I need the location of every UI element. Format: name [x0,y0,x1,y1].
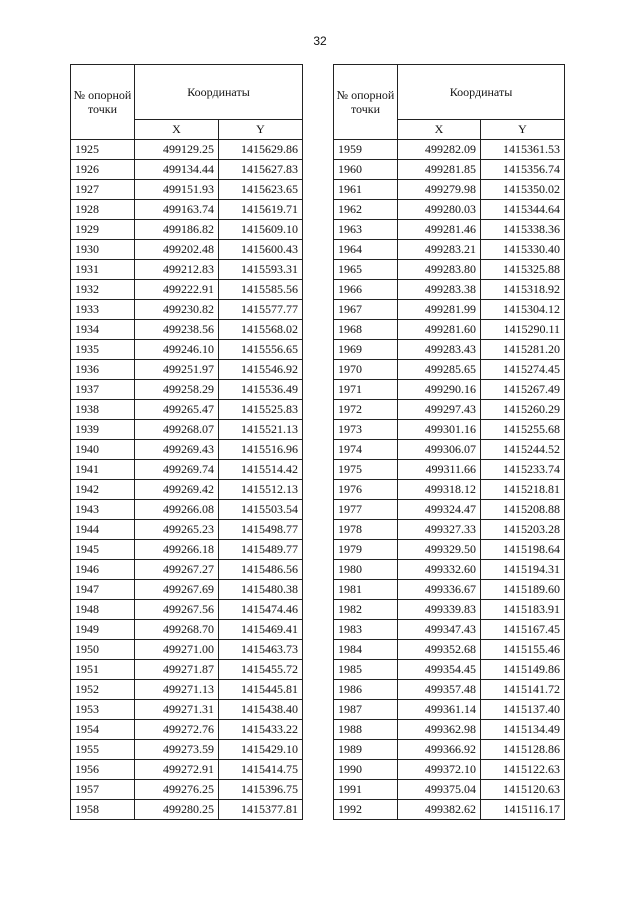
point-number-header: № опорной точки [71,65,135,140]
coord-y: 1415486.56 [219,560,303,580]
table-row [334,220,565,240]
point-number: 1942 [71,480,135,500]
y-header: Y [219,120,303,140]
coord-x: 499267.69 [135,580,219,600]
coord-x: 499281.46 [398,220,481,240]
point-number: 1932 [71,280,135,300]
table-row [71,260,303,280]
table-row [334,380,565,400]
table-row [71,380,303,400]
point-number: 1948 [71,600,135,620]
point-number: 1980 [334,560,398,580]
coord-y: 1415361.53 [481,140,565,160]
table-row [334,680,565,700]
point-number: 1936 [71,360,135,380]
coord-y: 1415155.46 [481,640,565,660]
coord-x: 499283.21 [398,240,481,260]
coord-x: 499186.82 [135,220,219,240]
coord-x: 499269.43 [135,440,219,460]
coord-x: 499339.83 [398,600,481,620]
coord-y: 1415183.91 [481,600,565,620]
coord-x: 499269.42 [135,480,219,500]
coord-x: 499306.07 [398,440,481,460]
table-row [71,740,303,760]
coord-x: 499268.70 [135,620,219,640]
coord-y: 1415619.71 [219,200,303,220]
coord-y: 1415338.36 [481,220,565,240]
table-row [334,600,565,620]
table-row [71,660,303,680]
coord-x: 499212.83 [135,260,219,280]
point-number: 1925 [71,140,135,160]
coord-y: 1415267.49 [481,380,565,400]
table-body [334,140,565,820]
x-header: X [135,120,219,140]
coord-y: 1415260.29 [481,400,565,420]
point-number: 1962 [334,200,398,220]
point-number: 1949 [71,620,135,640]
point-number: 1961 [334,180,398,200]
coord-y: 1415536.49 [219,380,303,400]
point-number: 1954 [71,720,135,740]
coord-x: 499267.56 [135,600,219,620]
coord-x: 499283.80 [398,260,481,280]
point-number: 1939 [71,420,135,440]
y-header: Y [481,120,565,140]
coord-x: 499281.85 [398,160,481,180]
coord-y: 1415134.49 [481,720,565,740]
coord-x: 499271.00 [135,640,219,660]
table-row [334,300,565,320]
coord-x: 499271.87 [135,660,219,680]
coord-y: 1415122.63 [481,760,565,780]
table-row [334,140,565,160]
coord-x: 499362.98 [398,720,481,740]
coord-x: 499281.99 [398,300,481,320]
point-number: 1983 [334,620,398,640]
table-row [71,720,303,740]
coordinates-table-right [333,64,565,820]
coord-x: 499324.47 [398,500,481,520]
table-row [71,180,303,200]
coord-y: 1415474.46 [219,600,303,620]
table-row [334,740,565,760]
coord-y: 1415318.92 [481,280,565,300]
coord-x: 499332.60 [398,560,481,580]
point-number: 1979 [334,540,398,560]
point-number: 1934 [71,320,135,340]
table-row [71,440,303,460]
point-number: 1937 [71,380,135,400]
table-row [71,220,303,240]
point-number: 1978 [334,520,398,540]
point-number: 1929 [71,220,135,240]
point-number: 1967 [334,300,398,320]
point-number: 1981 [334,580,398,600]
coord-y: 1415546.92 [219,360,303,380]
coord-y: 1415568.02 [219,320,303,340]
table-row [71,400,303,420]
table-row [334,580,565,600]
table-row [334,540,565,560]
table-row [334,440,565,460]
table-row [334,240,565,260]
point-number: 1963 [334,220,398,240]
coord-x: 499361.14 [398,700,481,720]
table-row [334,460,565,480]
coord-y: 1415377.81 [219,800,303,820]
table-row [71,140,303,160]
point-number: 1955 [71,740,135,760]
coord-x: 499352.68 [398,640,481,660]
coord-x: 499285.65 [398,360,481,380]
coordinates-header: Координаты [135,65,303,120]
table-row [334,200,565,220]
coord-x: 499272.76 [135,720,219,740]
coord-x: 499279.98 [398,180,481,200]
point-number: 1989 [334,740,398,760]
coord-x: 499366.92 [398,740,481,760]
coord-y: 1415629.86 [219,140,303,160]
coord-x: 499280.25 [135,800,219,820]
table-row [334,780,565,800]
point-number: 1950 [71,640,135,660]
point-number: 1957 [71,780,135,800]
point-number: 1977 [334,500,398,520]
coord-x: 499271.31 [135,700,219,720]
coord-x: 499272.91 [135,760,219,780]
point-number: 1941 [71,460,135,480]
coord-y: 1415218.81 [481,480,565,500]
coord-y: 1415274.45 [481,360,565,380]
table-row [334,560,565,580]
point-number: 1974 [334,440,398,460]
table-row [334,340,565,360]
coord-y: 1415330.40 [481,240,565,260]
coord-x: 499318.12 [398,480,481,500]
point-number: 1992 [334,800,398,820]
coord-y: 1415498.77 [219,520,303,540]
coord-x: 499266.18 [135,540,219,560]
coord-x: 499282.09 [398,140,481,160]
point-number: 1991 [334,780,398,800]
coord-x: 499202.48 [135,240,219,260]
table-row [71,580,303,600]
coord-y: 1415396.75 [219,780,303,800]
table-row [334,500,565,520]
coord-x: 499301.16 [398,420,481,440]
coord-y: 1415438.40 [219,700,303,720]
point-number: 1927 [71,180,135,200]
coord-x: 499265.23 [135,520,219,540]
coord-y: 1415433.22 [219,720,303,740]
table-row [334,760,565,780]
coord-x: 499357.48 [398,680,481,700]
point-number: 1943 [71,500,135,520]
coord-x: 499382.62 [398,800,481,820]
coord-y: 1415585.56 [219,280,303,300]
table-row [71,160,303,180]
point-number: 1940 [71,440,135,460]
point-number: 1968 [334,320,398,340]
coord-x: 499268.07 [135,420,219,440]
table-row [71,560,303,580]
coord-y: 1415149.86 [481,660,565,680]
table-row [71,700,303,720]
point-number: 1970 [334,360,398,380]
table-body [71,140,303,820]
point-number: 1931 [71,260,135,280]
coord-x: 499230.82 [135,300,219,320]
table-row [334,620,565,640]
coord-x: 499151.93 [135,180,219,200]
coord-y: 1415445.81 [219,680,303,700]
coord-y: 1415344.64 [481,200,565,220]
coord-x: 499311.66 [398,460,481,480]
coordinates-header: Координаты [398,65,565,120]
coord-x: 499238.56 [135,320,219,340]
point-number: 1930 [71,240,135,260]
coord-x: 499251.97 [135,360,219,380]
coord-x: 499354.45 [398,660,481,680]
point-number: 1982 [334,600,398,620]
table-row [71,520,303,540]
point-number: 1975 [334,460,398,480]
table-row [334,360,565,380]
coord-x: 499269.74 [135,460,219,480]
point-number: 1933 [71,300,135,320]
point-number: 1947 [71,580,135,600]
coord-x: 499163.74 [135,200,219,220]
point-number: 1988 [334,720,398,740]
coord-x: 499372.10 [398,760,481,780]
coord-y: 1415281.20 [481,340,565,360]
table-row [334,260,565,280]
point-number: 1945 [71,540,135,560]
coord-x: 499283.43 [398,340,481,360]
coord-y: 1415198.64 [481,540,565,560]
coord-x: 499297.43 [398,400,481,420]
coord-y: 1415350.02 [481,180,565,200]
coord-x: 499347.43 [398,620,481,640]
table-row [334,400,565,420]
coord-y: 1415516.96 [219,440,303,460]
coord-y: 1415600.43 [219,240,303,260]
point-number: 1956 [71,760,135,780]
table-row [334,640,565,660]
coord-y: 1415244.52 [481,440,565,460]
table-row [71,680,303,700]
table-row [334,320,565,340]
table-row [71,640,303,660]
table-row [71,200,303,220]
coord-x: 499222.91 [135,280,219,300]
coord-y: 1415514.42 [219,460,303,480]
point-number: 1971 [334,380,398,400]
coord-y: 1415480.38 [219,580,303,600]
table-row [71,320,303,340]
table-row [71,240,303,260]
coord-y: 1415116.17 [481,800,565,820]
coord-y: 1415512.13 [219,480,303,500]
coord-y: 1415503.54 [219,500,303,520]
point-number: 1951 [71,660,135,680]
point-number-header: № опорной точки [334,65,398,140]
coord-y: 1415455.72 [219,660,303,680]
table-row [334,420,565,440]
table-row [71,480,303,500]
point-number: 1987 [334,700,398,720]
coord-y: 1415609.10 [219,220,303,240]
coord-x: 499336.67 [398,580,481,600]
coord-y: 1415141.72 [481,680,565,700]
point-number: 1960 [334,160,398,180]
coord-y: 1415556.65 [219,340,303,360]
point-number: 1952 [71,680,135,700]
coord-y: 1415137.40 [481,700,565,720]
coord-x: 499134.44 [135,160,219,180]
table-row [334,480,565,500]
point-number: 1944 [71,520,135,540]
x-header: X [398,120,481,140]
point-number: 1972 [334,400,398,420]
point-number: 1990 [334,760,398,780]
coord-y: 1415233.74 [481,460,565,480]
table-row [71,540,303,560]
coord-y: 1415194.31 [481,560,565,580]
coord-y: 1415521.13 [219,420,303,440]
table-row [334,660,565,680]
table-row [71,760,303,780]
point-number: 1953 [71,700,135,720]
coord-x: 499283.38 [398,280,481,300]
coord-x: 499265.47 [135,400,219,420]
coord-x: 499375.04 [398,780,481,800]
point-number: 1966 [334,280,398,300]
point-number: 1958 [71,800,135,820]
point-number: 1946 [71,560,135,580]
table-row [71,360,303,380]
coord-y: 1415577.77 [219,300,303,320]
point-number: 1986 [334,680,398,700]
coord-x: 499273.59 [135,740,219,760]
point-number: 1984 [334,640,398,660]
table-row [334,800,565,820]
coord-y: 1415203.28 [481,520,565,540]
coord-x: 499129.25 [135,140,219,160]
table-row [71,800,303,820]
coord-y: 1415463.73 [219,640,303,660]
point-number: 1976 [334,480,398,500]
coord-y: 1415593.31 [219,260,303,280]
coord-y: 1415167.45 [481,620,565,640]
table-row [71,600,303,620]
coord-y: 1415356.74 [481,160,565,180]
coord-y: 1415255.68 [481,420,565,440]
coord-x: 499280.03 [398,200,481,220]
coord-y: 1415325.88 [481,260,565,280]
coord-x: 499266.08 [135,500,219,520]
point-number: 1964 [334,240,398,260]
coord-y: 1415623.65 [219,180,303,200]
coord-x: 499290.16 [398,380,481,400]
point-number: 1935 [71,340,135,360]
point-number: 1965 [334,260,398,280]
coord-y: 1415120.63 [481,780,565,800]
table-row [71,460,303,480]
table-row [334,280,565,300]
table-row [71,300,303,320]
coord-y: 1415208.88 [481,500,565,520]
point-number: 1969 [334,340,398,360]
table-row [334,720,565,740]
coord-x: 499267.27 [135,560,219,580]
point-number: 1928 [71,200,135,220]
coord-x: 499327.33 [398,520,481,540]
point-number: 1938 [71,400,135,420]
point-number: 1926 [71,160,135,180]
coord-x: 499281.60 [398,320,481,340]
coord-y: 1415304.12 [481,300,565,320]
coord-y: 1415469.41 [219,620,303,640]
table-row [71,420,303,440]
table-row [334,180,565,200]
table-row [71,780,303,800]
coord-y: 1415489.77 [219,540,303,560]
table-row [334,700,565,720]
table-row [334,160,565,180]
coord-y: 1415627.83 [219,160,303,180]
coord-y: 1415189.60 [481,580,565,600]
table-row [71,280,303,300]
coord-y: 1415128.86 [481,740,565,760]
coord-y: 1415290.11 [481,320,565,340]
coord-x: 499276.25 [135,780,219,800]
coordinates-table-left [70,64,303,820]
coord-x: 499329.50 [398,540,481,560]
coord-y: 1415414.75 [219,760,303,780]
coord-y: 1415525.83 [219,400,303,420]
point-number: 1985 [334,660,398,680]
page-number: 32 [313,34,327,48]
table-row [71,620,303,640]
table-row [71,340,303,360]
point-number: 1959 [334,140,398,160]
coord-x: 499258.29 [135,380,219,400]
coord-y: 1415429.10 [219,740,303,760]
table-row [334,520,565,540]
table-row [71,500,303,520]
coord-x: 499271.13 [135,680,219,700]
coord-x: 499246.10 [135,340,219,360]
point-number: 1973 [334,420,398,440]
